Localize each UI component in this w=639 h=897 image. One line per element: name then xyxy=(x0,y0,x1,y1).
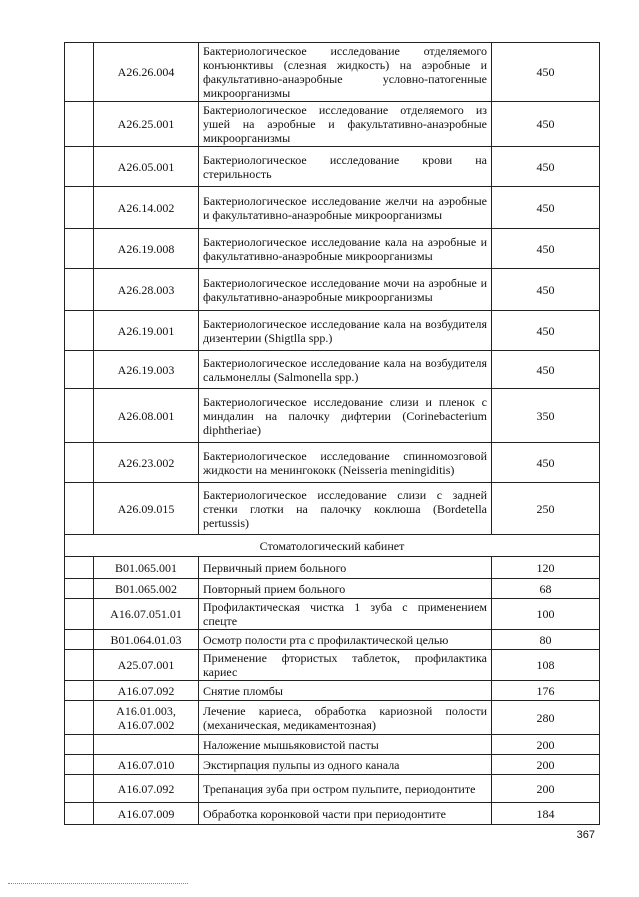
table-row xyxy=(65,102,600,147)
table-row xyxy=(65,311,600,351)
price-list-body xyxy=(65,43,600,825)
service-price: 108 xyxy=(492,650,600,681)
service-price: 200 xyxy=(492,775,600,803)
table-row xyxy=(65,389,600,443)
table-row xyxy=(65,269,600,311)
table-row xyxy=(65,599,600,630)
service-price: 450 xyxy=(492,311,600,351)
service-code: А25.07.001 xyxy=(94,650,199,681)
service-name: Повторный прием больного xyxy=(199,579,492,599)
service-price: 450 xyxy=(492,229,600,269)
service-name: Бактериологическое исследование крови на стерильность xyxy=(199,147,492,187)
service-name: Снятие пломбы xyxy=(199,681,492,701)
row-number-cell xyxy=(65,229,94,269)
service-price: 450 xyxy=(492,43,600,102)
service-code: А26.14.002 xyxy=(94,187,199,229)
service-name: Бактериологическое исследование кала на аэробные и факультативно-анаэробные микроорганизмы xyxy=(199,229,492,269)
row-number-cell xyxy=(65,389,94,443)
table-row xyxy=(65,775,600,803)
section-header-row xyxy=(65,535,600,557)
service-code: А26.26.004 xyxy=(94,43,199,102)
service-name: Бактериологическое исследование слизи и пленок с миндалин на палочку дифтерии (Corinebacterium diphtheriae) xyxy=(199,389,492,443)
service-name: Применение фтористых таблеток, профилактика кариес xyxy=(199,650,492,681)
row-number-cell xyxy=(65,701,94,735)
service-code xyxy=(94,735,199,755)
service-price: 280 xyxy=(492,701,600,735)
service-code: А26.09.015 xyxy=(94,483,199,535)
service-code: А26.19.003 xyxy=(94,351,199,389)
table-row xyxy=(65,681,600,701)
price-list-table xyxy=(64,42,600,825)
service-price: 450 xyxy=(492,269,600,311)
row-number-cell xyxy=(65,269,94,311)
service-name: Бактериологическое исследование спинномозговой жидкости на менингококк (Neisseria meningiditis) xyxy=(199,443,492,483)
table-row xyxy=(65,187,600,229)
service-code: А16.07.092 xyxy=(94,775,199,803)
service-price: 450 xyxy=(492,351,600,389)
service-price: 68 xyxy=(492,579,600,599)
service-price: 450 xyxy=(492,102,600,147)
page-number: 367 xyxy=(576,829,595,841)
service-name: Бактериологическое исследование слизи с задней стенки глотки на палочку коклюша (Bordetella pertussis) xyxy=(199,483,492,535)
service-price: 200 xyxy=(492,755,600,775)
row-number-cell xyxy=(65,102,94,147)
table-row xyxy=(65,351,600,389)
service-price: 100 xyxy=(492,599,600,630)
service-name: Наложение мышьяковистой пасты xyxy=(199,735,492,755)
table-row xyxy=(65,803,600,825)
row-number-cell xyxy=(65,483,94,535)
row-number-cell xyxy=(65,443,94,483)
service-code: А26.19.008 xyxy=(94,229,199,269)
service-price: 350 xyxy=(492,389,600,443)
table-row xyxy=(65,483,600,535)
service-code: А26.28.003 xyxy=(94,269,199,311)
service-code: А26.23.002 xyxy=(94,443,199,483)
row-number-cell xyxy=(65,775,94,803)
table-row xyxy=(65,755,600,775)
table-row xyxy=(65,147,600,187)
service-code: А16.07.009 xyxy=(94,803,199,825)
service-code: А16.07.010 xyxy=(94,755,199,775)
row-number-cell xyxy=(65,311,94,351)
service-code: А26.19.001 xyxy=(94,311,199,351)
scan-edge-line xyxy=(8,883,188,884)
service-name: Бактериологическое исследование мочи на аэробные и факультативно-анаэробные микроорганизмы xyxy=(199,269,492,311)
table-row xyxy=(65,630,600,650)
service-name: Первичный прием больного xyxy=(199,557,492,579)
service-price: 184 xyxy=(492,803,600,825)
service-price: 200 xyxy=(492,735,600,755)
table-row xyxy=(65,735,600,755)
service-name: Бактериологическое исследование желчи на аэробные и факультативно-анаэробные микроорганизмы xyxy=(199,187,492,229)
row-number-cell xyxy=(65,579,94,599)
service-name: Лечение кариеса, обработка кариозной полости (механическая, медикаментозная) xyxy=(199,701,492,735)
service-code: А26.25.001 xyxy=(94,102,199,147)
table-row xyxy=(65,579,600,599)
section-title: Стоматологический кабинет xyxy=(65,535,600,557)
service-name: Экстирпация пульпы из одного канала xyxy=(199,755,492,775)
row-number-cell xyxy=(65,147,94,187)
table-row xyxy=(65,701,600,735)
service-name: Осмотр полости рта с профилактической целью xyxy=(199,630,492,650)
service-code: А26.05.001 xyxy=(94,147,199,187)
service-name: Бактериологическое исследование отделяемого из ушей на аэробные и факультативно-анаэробные микроорганизмы xyxy=(199,102,492,147)
service-name: Профилактическая чистка 1 зуба с применением спецте xyxy=(199,599,492,630)
service-price: 176 xyxy=(492,681,600,701)
service-code: В01.065.001 xyxy=(94,557,199,579)
row-number-cell xyxy=(65,351,94,389)
service-name: Бактериологическое исследование отделяемого конъюнктивы (слезная жидкость) на аэробные и факультативно-анаэробные условно-патогенные микроорганизмы xyxy=(199,43,492,102)
service-code: А16.07.092 xyxy=(94,681,199,701)
service-price: 450 xyxy=(492,187,600,229)
service-code: А16.01.003, А16.07.002 xyxy=(94,701,199,735)
row-number-cell xyxy=(65,557,94,579)
service-name: Обработка коронковой части при периодонтите xyxy=(199,803,492,825)
service-price: 120 xyxy=(492,557,600,579)
service-price: 450 xyxy=(492,147,600,187)
row-number-cell xyxy=(65,681,94,701)
service-name: Бактериологическое исследование кала на возбудителя дизентерии (Shigtlla spp.) xyxy=(199,311,492,351)
row-number-cell xyxy=(65,187,94,229)
service-price: 80 xyxy=(492,630,600,650)
service-name: Бактериологическое исследование кала на возбудителя сальмонеллы (Salmonella spp.) xyxy=(199,351,492,389)
service-code: А16.07.051.01 xyxy=(94,599,199,630)
row-number-cell xyxy=(65,755,94,775)
row-number-cell xyxy=(65,803,94,825)
table-row xyxy=(65,443,600,483)
row-number-cell xyxy=(65,43,94,102)
table-row xyxy=(65,650,600,681)
service-code: В01.065.002 xyxy=(94,579,199,599)
service-code: А26.08.001 xyxy=(94,389,199,443)
table-row xyxy=(65,43,600,102)
service-name: Трепанация зуба при остром пульпите, периодонтите xyxy=(199,775,492,803)
row-number-cell xyxy=(65,650,94,681)
service-price: 450 xyxy=(492,443,600,483)
row-number-cell xyxy=(65,630,94,650)
service-price: 250 xyxy=(492,483,600,535)
row-number-cell xyxy=(65,735,94,755)
table-row xyxy=(65,229,600,269)
service-code: В01.064.01.03 xyxy=(94,630,199,650)
row-number-cell xyxy=(65,599,94,630)
table-row xyxy=(65,557,600,579)
